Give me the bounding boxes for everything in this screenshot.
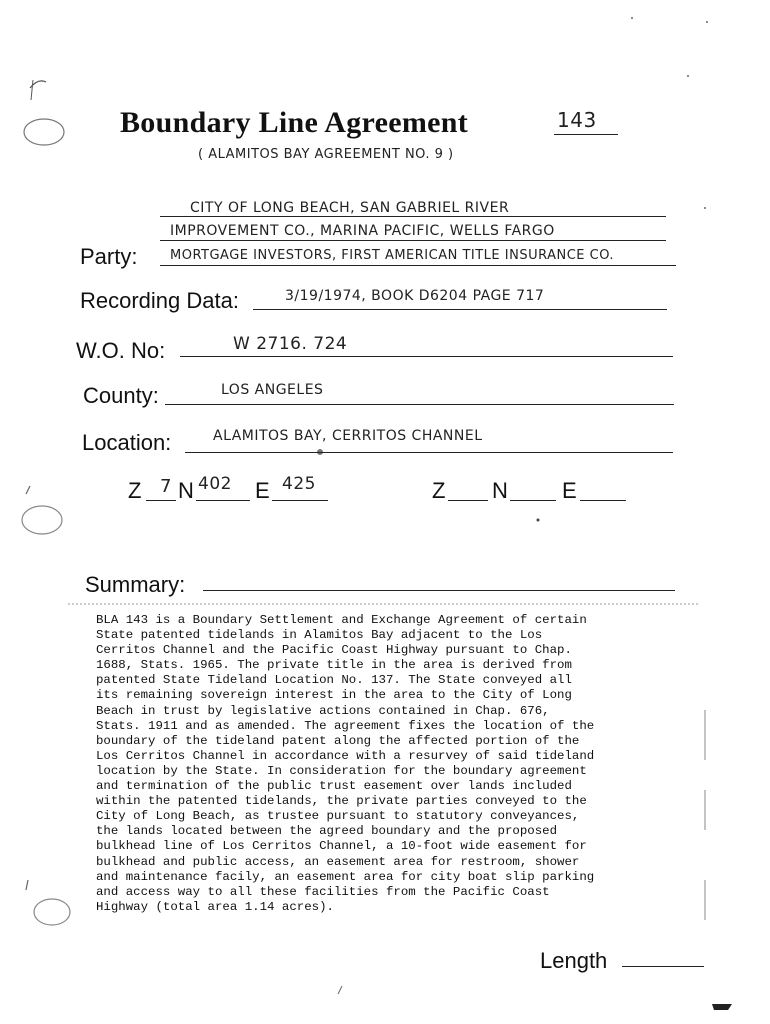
coord-z-rule-1 — [146, 500, 176, 501]
coord-n-rule-2 — [510, 500, 556, 501]
party-line-2: IMPROVEMENT CO., MARINA PACIFIC, WELLS FARGO — [170, 223, 555, 239]
summary-text: BLA 143 is a Boundary Settlement and Exchange Agreement of certain State patented tidelands in Alamitos Bay adjacent to the Los Cerritos Channel and the Pacific Coast Highway pursuant to Chap. 1688, Stats. 1965. The private title in the area is derived from patented State Tideland Location No. 137. The State conveyed all its remaining sovereign interest in the area to the City of Long Beach in trust by legislative actions contained in Chap. 676, Stats. 1911 and as amended. The agreement fixes the location of the boundary of the tideland patent along the affected portion of the Los Cerritos Channel in accordance with a resurvey of said tideland location by the State. In consideration for the boundary agreement and termination of the public trust easement over lands included within the patented tidelands, the private parties conveyed to the City of Long Beach, as trustee pursuant to statutory conveyances, the lands located between the agreed boundary and the proposed bulkhead line of Los Cerritos Channel, a 10-foot wide easement for bulkhead and public access, an easement area for restroom, shower and maintenance facily, an easement area for city boat slip parking and access way to all these facilities from the Pacific Coast Highway (total area 1.14 acres). — [96, 613, 595, 914]
document-subtitle: ( ALAMITOS BAY AGREEMENT NO. 9 ) — [198, 147, 454, 162]
coord-e-label-2: E — [562, 478, 577, 503]
coord-e-label-1: E — [255, 478, 270, 503]
coord-e-rule-1 — [272, 500, 328, 501]
recording-data-rule — [253, 309, 667, 310]
party-rule-1 — [160, 216, 666, 217]
agreement-number-underline — [554, 134, 618, 135]
coord-e-value-1: 425 — [282, 474, 316, 494]
coord-n-label-2: N — [492, 478, 508, 503]
coord-n-label-1: N — [178, 478, 194, 503]
location-rule — [185, 452, 673, 453]
length-rule — [622, 966, 704, 967]
document-title: Boundary Line Agreement — [120, 106, 469, 139]
length-label: Length — [540, 948, 608, 973]
agreement-number: 143 — [557, 108, 597, 132]
coord-z-label-2: Z — [432, 478, 446, 503]
coord-z-value-1: 7 — [160, 476, 172, 497]
county-value: LOS ANGELES — [221, 382, 324, 398]
coord-z-rule-2 — [448, 500, 488, 501]
coord-n-value-1: 402 — [198, 474, 232, 494]
recording-data-label: Recording Data: — [80, 288, 239, 313]
party-line-1: CITY OF LONG BEACH, SAN GABRIEL RIVER — [190, 200, 510, 216]
wo-number-value: W 2716. 724 — [233, 334, 348, 354]
coord-e-rule-2 — [580, 500, 626, 501]
summary-label: Summary: — [85, 572, 186, 597]
summary-rule — [203, 590, 675, 591]
wo-number-label: W.O. No: — [76, 338, 166, 363]
party-line-3: MORTGAGE INVESTORS, FIRST AMERICAN TITLE INSURANCE CO. — [170, 248, 615, 263]
county-label: County: — [83, 383, 159, 408]
party-label: Party: — [80, 244, 138, 269]
party-rule-2 — [160, 240, 666, 241]
wo-number-rule — [180, 356, 673, 357]
party-rule-3 — [160, 265, 676, 266]
recording-data-value: 3/19/1974, BOOK D6204 PAGE 717 — [285, 288, 545, 304]
coord-n-rule-1 — [196, 500, 250, 501]
coord-z-label-1: Z — [128, 478, 142, 503]
location-label: Location: — [82, 430, 172, 455]
location-value: ALAMITOS BAY, CERRITOS CHANNEL — [213, 428, 483, 444]
county-rule — [165, 404, 674, 405]
